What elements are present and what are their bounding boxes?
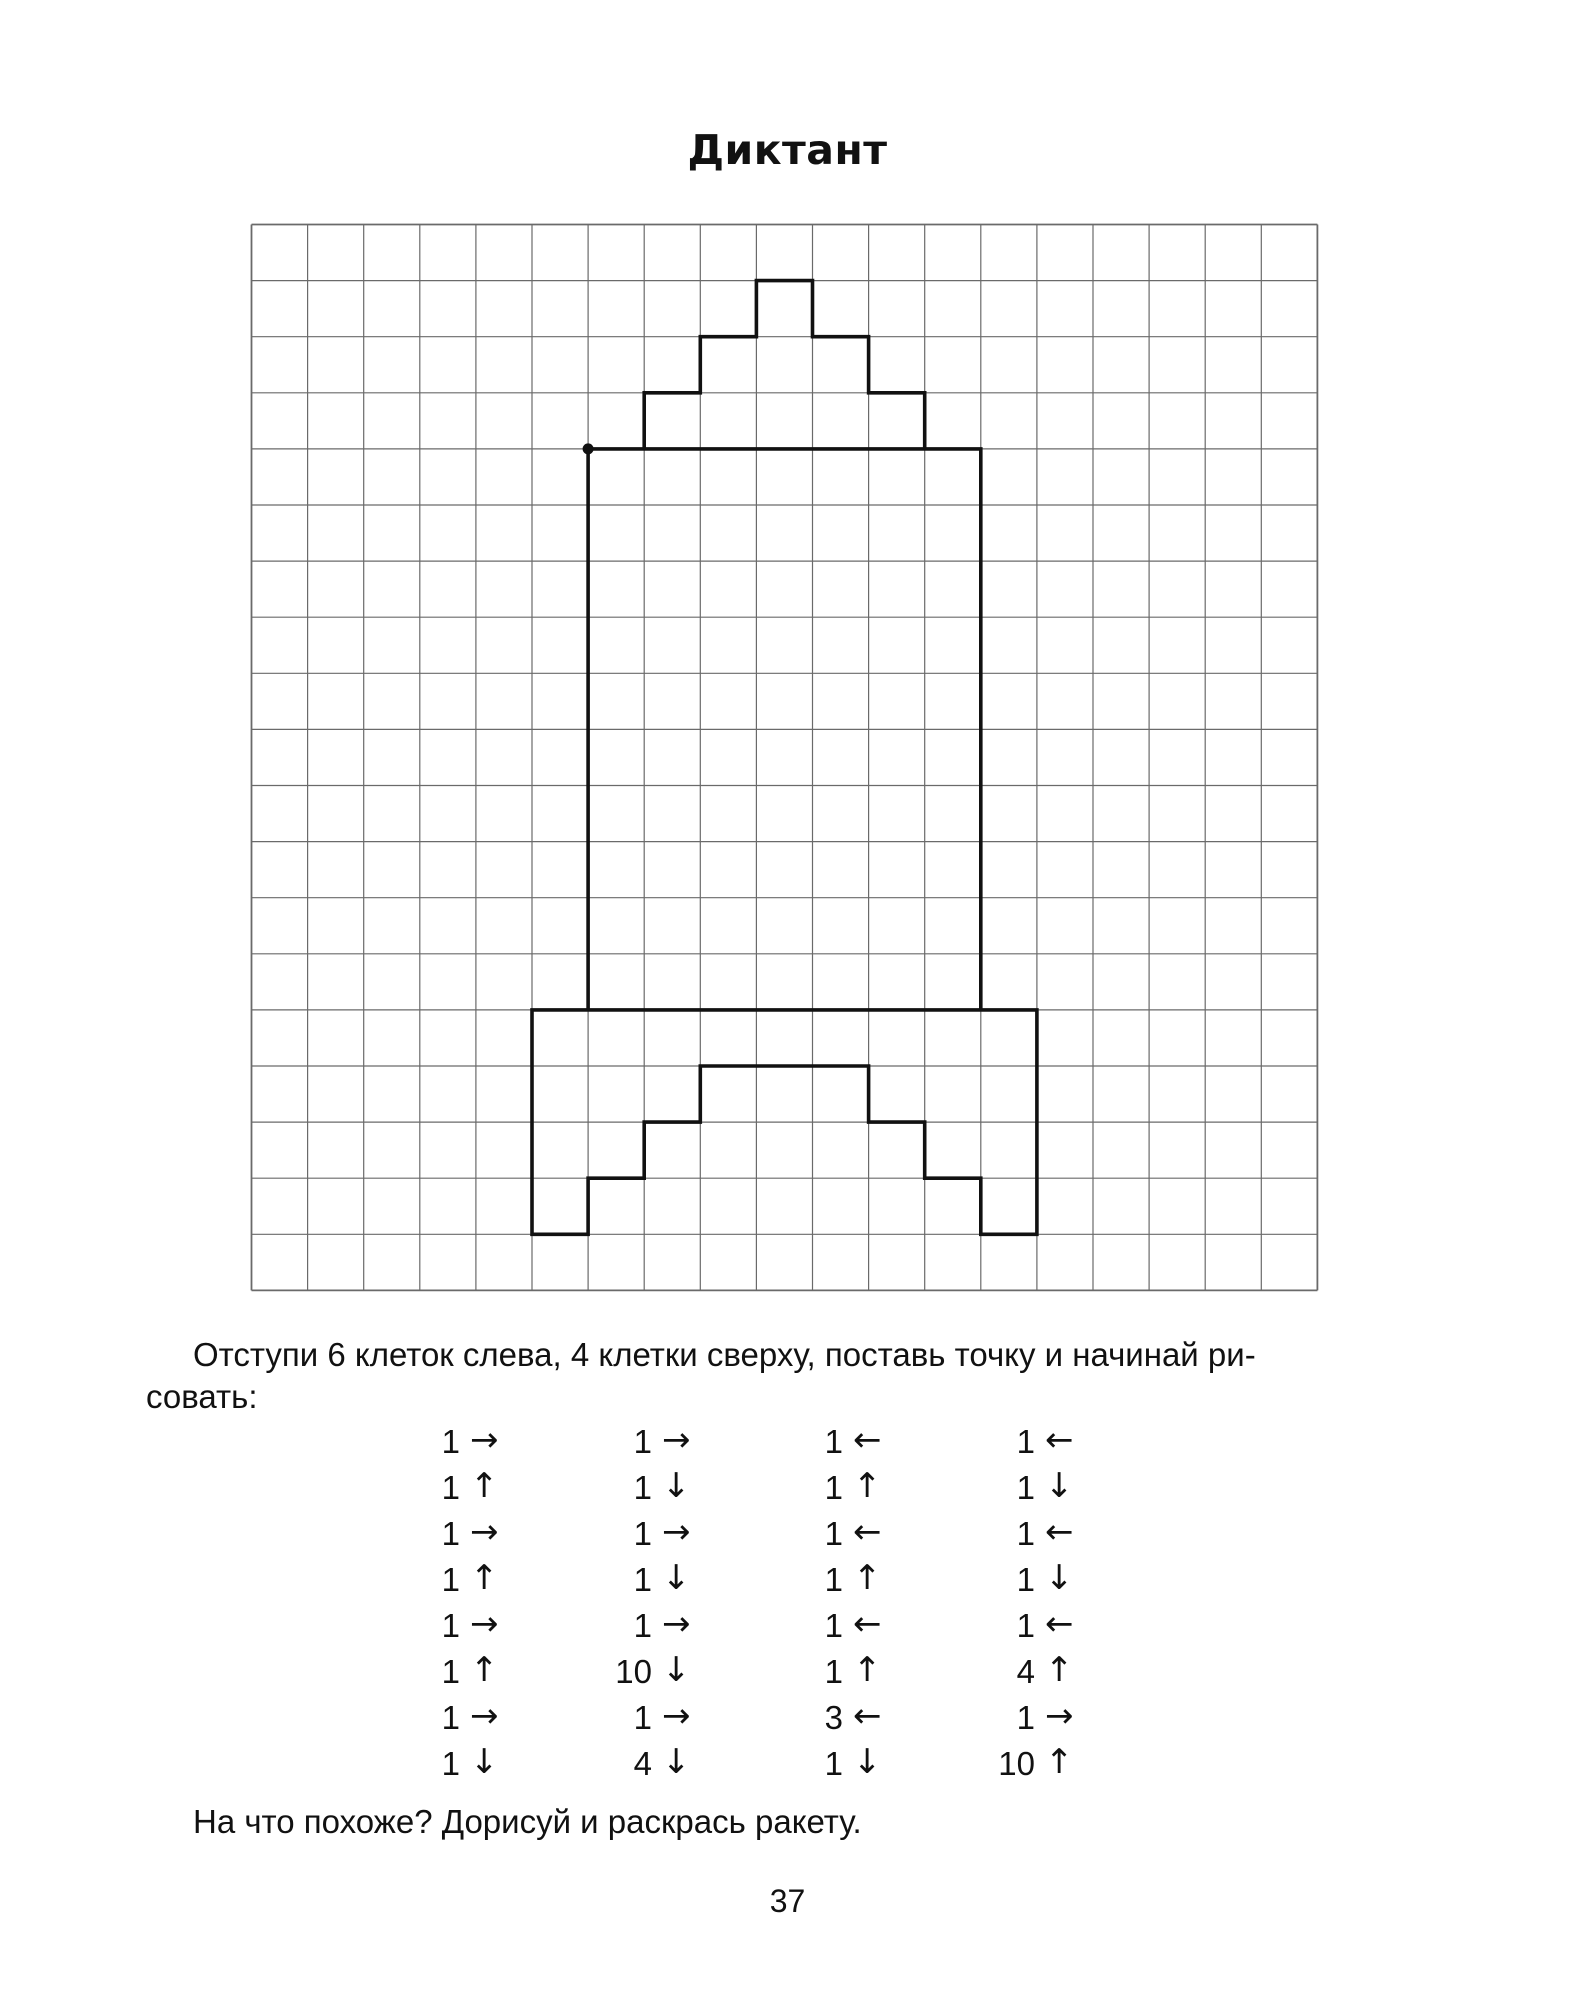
command-row: [783, 1650, 983, 1696]
command-row: [975, 1466, 1175, 1512]
instruction-line-2: совать:: [146, 1378, 258, 1415]
command-count: 1: [1016, 1423, 1035, 1460]
command-row: [975, 1696, 1175, 1742]
command-count: 10: [998, 1745, 1035, 1782]
direction-arrow-icon: →: [1045, 1696, 1074, 1736]
direction-arrow-icon: →: [470, 1512, 499, 1552]
command-count: 1: [441, 1515, 460, 1552]
command-row: [400, 1604, 600, 1650]
command-count: 3: [824, 1699, 843, 1736]
command-row: [400, 1420, 600, 1466]
question-text: На что похоже? Дорисуй и раскрась ракету.: [193, 1803, 862, 1840]
direction-arrow-icon: ↑: [470, 1650, 499, 1690]
page-number: 37: [769, 1883, 806, 1919]
command-count: 1: [633, 1515, 652, 1552]
direction-arrow-icon: ↓: [853, 1742, 882, 1782]
command-count: 1: [1016, 1469, 1035, 1506]
command-row: [592, 1742, 792, 1788]
command-row: [592, 1512, 792, 1558]
rocket-outline: [532, 281, 1037, 1235]
command-count: 1: [1016, 1699, 1035, 1736]
command-count: 1: [824, 1469, 843, 1506]
start-point-dot: [583, 443, 594, 454]
command-row: [975, 1604, 1175, 1650]
command-count: 1: [441, 1423, 460, 1460]
direction-arrow-icon: ↓: [662, 1742, 691, 1782]
direction-arrow-icon: →: [662, 1696, 691, 1736]
direction-arrow-icon: →: [470, 1696, 499, 1736]
instruction-line-1: Отступи 6 клеток слева, 4 клетки сверху, поставь точку и начинай ри-: [193, 1336, 1256, 1373]
command-row: [783, 1512, 983, 1558]
page-title: Диктант: [687, 126, 888, 174]
command-row: [783, 1420, 983, 1466]
grid-lines: [252, 225, 1318, 1291]
command-count: 1: [824, 1745, 843, 1782]
command-count: 1: [441, 1653, 460, 1690]
command-row: [400, 1512, 600, 1558]
command-count: 1: [824, 1423, 843, 1460]
direction-arrow-icon: ←: [853, 1512, 882, 1552]
command-count: 1: [441, 1469, 460, 1506]
command-row: [783, 1604, 983, 1650]
command-count: 1: [633, 1469, 652, 1506]
command-count: 1: [633, 1699, 652, 1736]
direction-arrow-icon: ↑: [853, 1558, 882, 1598]
direction-arrow-icon: ↑: [1045, 1650, 1074, 1690]
command-count: 1: [441, 1561, 460, 1598]
command-count: 1: [633, 1423, 652, 1460]
command-row: [975, 1742, 1175, 1788]
command-row: [400, 1558, 600, 1604]
direction-arrow-icon: ↓: [1045, 1558, 1074, 1598]
command-row: [975, 1558, 1175, 1604]
direction-arrow-icon: ↓: [1045, 1466, 1074, 1506]
command-row: [400, 1696, 600, 1742]
command-count: 1: [633, 1561, 652, 1598]
command-count: 1: [1016, 1607, 1035, 1644]
direction-arrow-icon: →: [470, 1420, 499, 1460]
command-count: 1: [1016, 1515, 1035, 1552]
direction-arrow-icon: ←: [1045, 1604, 1074, 1644]
direction-arrow-icon: ←: [853, 1604, 882, 1644]
command-row: [592, 1558, 792, 1604]
direction-arrow-icon: →: [662, 1604, 691, 1644]
direction-arrow-icon: ←: [853, 1420, 882, 1460]
direction-arrow-icon: →: [662, 1512, 691, 1552]
command-row: [783, 1742, 983, 1788]
command-column: [592, 1420, 792, 1788]
direction-arrow-icon: ↑: [853, 1466, 882, 1506]
command-count: 4: [1016, 1653, 1035, 1690]
command-count: 1: [824, 1653, 843, 1690]
direction-arrow-icon: ←: [1045, 1512, 1074, 1552]
command-count: 1: [441, 1607, 460, 1644]
command-row: [975, 1650, 1175, 1696]
command-column: [783, 1420, 983, 1788]
direction-arrow-icon: →: [470, 1604, 499, 1644]
direction-arrow-icon: ↓: [662, 1650, 691, 1690]
command-count: 1: [441, 1699, 460, 1736]
command-count: 1: [824, 1607, 843, 1644]
command-row: [975, 1420, 1175, 1466]
direction-arrow-icon: →: [662, 1420, 691, 1460]
command-row: [783, 1558, 983, 1604]
command-count: 1: [824, 1561, 843, 1598]
command-column: [400, 1420, 600, 1788]
direction-arrow-icon: ↓: [470, 1742, 499, 1782]
command-count: 4: [633, 1745, 652, 1782]
command-row: [975, 1512, 1175, 1558]
direction-arrow-icon: ↑: [470, 1466, 499, 1506]
command-row: [592, 1420, 792, 1466]
direction-arrow-icon: ↑: [470, 1558, 499, 1598]
command-row: [783, 1696, 983, 1742]
direction-arrow-icon: ↑: [853, 1650, 882, 1690]
command-row: [592, 1650, 792, 1696]
command-count: 1: [1016, 1561, 1035, 1598]
command-row: [592, 1466, 792, 1512]
command-row: [400, 1650, 600, 1696]
command-count: 10: [615, 1653, 652, 1690]
direction-arrow-icon: ↓: [662, 1466, 691, 1506]
command-row: [592, 1604, 792, 1650]
command-count: 1: [633, 1607, 652, 1644]
command-column: [975, 1420, 1175, 1788]
direction-arrow-icon: ←: [1045, 1420, 1074, 1460]
direction-arrow-icon: ←: [853, 1696, 882, 1736]
direction-arrow-icon: ↑: [1045, 1742, 1074, 1782]
command-row: [592, 1696, 792, 1742]
command-row: [400, 1742, 600, 1788]
command-count: 1: [824, 1515, 843, 1552]
command-row: [783, 1466, 983, 1512]
command-row: [400, 1466, 600, 1512]
command-count: 1: [441, 1745, 460, 1782]
direction-arrow-icon: ↓: [662, 1558, 691, 1598]
